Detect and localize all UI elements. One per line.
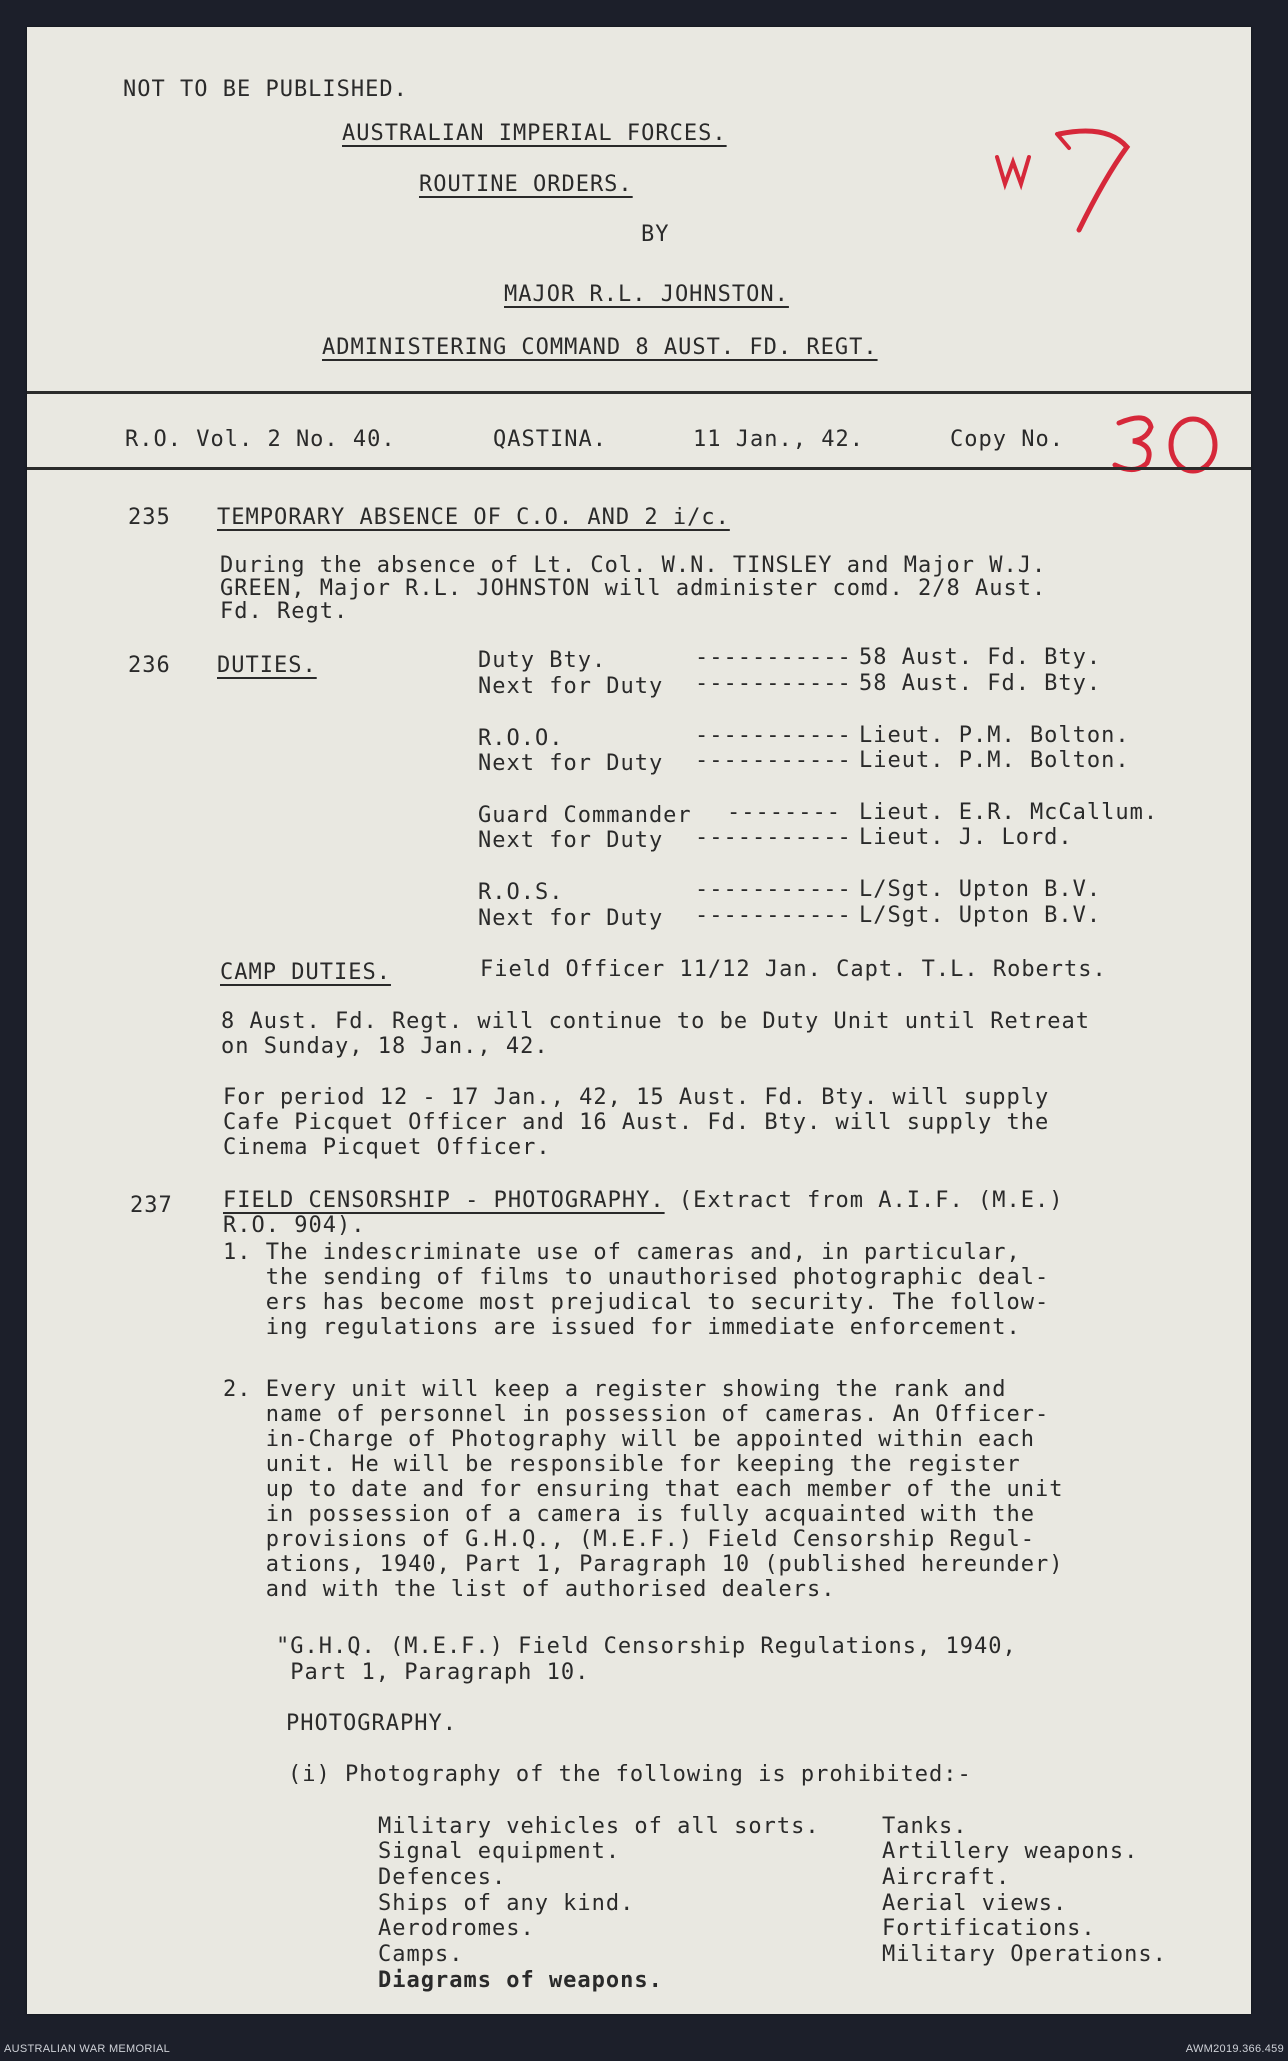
duty-dash: -------- (727, 800, 841, 825)
quote-line: Part 1, Paragraph 10. (276, 1660, 590, 1685)
paragraph-line: Fd. Regt. (220, 599, 349, 624)
numbered-line: ing regulations are issued for immediate enforcement. (223, 1315, 1021, 1340)
duty-role: Next for Duty (478, 674, 664, 699)
numbered-line: ations, 1940, Part 1, Paragraph 10 (published hereunder) (223, 1552, 1064, 1577)
duty-assigned: L/Sgt. Upton B.V. (859, 877, 1102, 902)
header-divider (27, 391, 1251, 394)
section-heading: DUTIES. (217, 653, 317, 678)
duty-assigned: 58 Aust. Fd. Bty. (859, 645, 1102, 670)
document-page (27, 27, 1251, 2014)
duty-role: Next for Duty (478, 828, 664, 853)
photography-heading: PHOTOGRAPHY. (286, 1711, 457, 1736)
by-line: BY (641, 222, 670, 247)
not-published-note: NOT TO BE PUBLISHED. (123, 77, 408, 102)
duty-role: Duty Bty. (478, 648, 607, 673)
location: QASTINA. (493, 427, 607, 452)
duty-dash: ----------- (695, 671, 852, 696)
duty-role: R.O.O. (478, 726, 564, 751)
duty-dash: ----------- (695, 903, 852, 928)
section-number: 237 (130, 1193, 173, 1218)
duty-dash: ----------- (695, 825, 852, 850)
numbered-line: up to date and for ensuring that each member of the unit (223, 1477, 1064, 1502)
prohibited-item: Ships of any kind. (378, 1891, 635, 1916)
numbered-line: and with the list of authorised dealers. (223, 1577, 836, 1602)
duty-assigned: Lieut. J. Lord. (859, 825, 1073, 850)
ro-number: R.O. Vol. 2 No. 40. (125, 427, 396, 452)
numbered-line: name of personnel in possession of cameras. An Officer- (223, 1402, 1050, 1427)
numbered-line: in-Charge of Photography will be appointed within each (223, 1427, 1035, 1452)
camp-duties-heading: CAMP DUTIES. (220, 960, 391, 985)
numbered-line: ers has become most prejudical to security. The follow- (223, 1290, 1050, 1315)
prohibited-item: Defences. (378, 1865, 507, 1890)
footer-id: AWM2019.366.459 (1185, 2043, 1284, 2055)
numbered-line: provisions of G.H.Q., (M.E.F.) Field Censorship Regul- (223, 1527, 1035, 1552)
numbered-line: 1. The indescriminate use of cameras and, in particular, (223, 1240, 1021, 1265)
prohibited-item: Signal equipment. (378, 1839, 621, 1864)
section-heading: TEMPORARY ABSENCE OF C.O. AND 2 i/c. (217, 505, 730, 530)
prohibited-item: Military vehicles of all sorts. (378, 1814, 820, 1839)
prohibited-item: Tanks. (882, 1814, 968, 1839)
duty-assigned: 58 Aust. Fd. Bty. (859, 671, 1102, 696)
issue-date: 11 Jan., 42. (693, 427, 864, 452)
prohibited-item: Diagrams of weapons. (378, 1968, 663, 1993)
duty-role: R.O.S. (478, 880, 564, 905)
section-number: 236 (128, 653, 171, 678)
duty-assigned: Lieut. P.M. Bolton. (859, 748, 1130, 773)
paragraph-line: 8 Aust. Fd. Regt. will continue to be Duty Unit until Retreat (221, 1009, 1090, 1034)
duty-role: Next for Duty (478, 906, 664, 931)
paragraph-line: Cinema Picquet Officer. (223, 1135, 551, 1160)
duty-dash: ----------- (695, 645, 852, 670)
section-number: 235 (128, 505, 171, 530)
section-heading-line (223, 1188, 1063, 1214)
prohibited-item: Military Operations. (882, 1942, 1167, 1967)
officer-name: MAJOR R.L. JOHNSTON. (504, 282, 789, 307)
document-subtitle: ROUTINE ORDERS. (419, 172, 633, 197)
section-heading-tail: (Extract from A.I.F. (M.E.) (664, 1188, 1064, 1213)
camp-duties-line: Field Officer 11/12 Jan. Capt. T.L. Roberts. (480, 957, 1107, 982)
prohibited-item: Aircraft. (882, 1865, 1011, 1890)
prohibited-item: Fortifications. (882, 1916, 1096, 1941)
duty-dash: ----------- (695, 748, 852, 773)
document-title: AUSTRALIAN IMPERIAL FORCES. (342, 121, 727, 146)
paragraph-line: During the absence of Lt. Col. W.N. TINSLEY and Major W.J. (220, 553, 1047, 578)
paragraph-line: on Sunday, 18 Jan., 42. (221, 1034, 549, 1059)
numbered-line: unit. He will be responsible for keeping the register (223, 1452, 1021, 1477)
numbered-line: the sending of films to unauthorised photographic deal- (223, 1265, 1050, 1290)
duty-assigned: Lieut. E.R. McCallum. (859, 800, 1159, 825)
prohibited-item: Aerodromes. (378, 1916, 535, 1941)
handwritten-annotation-mark (987, 122, 1167, 242)
section-heading-line2: R.O. 904). (223, 1213, 366, 1238)
duty-role: Next for Duty (478, 751, 664, 776)
prohibited-item: Camps. (378, 1942, 464, 1967)
numbered-line: 2. Every unit will keep a register showing the rank and (223, 1377, 1007, 1402)
numbered-line: in possession of a camera is fully acquainted with the (223, 1502, 1035, 1527)
paragraph-line: GREEN, Major R.L. JOHNSTON will administer comd. 2/8 Aust. (220, 576, 1047, 601)
copy-label: Copy No. (950, 427, 1064, 452)
prohibited-item: Artillery weapons. (882, 1839, 1139, 1864)
prohibited-intro: (i) Photography of the following is prohibited:- (288, 1762, 972, 1787)
quote-line: "G.H.Q. (M.E.F.) Field Censorship Regulations, 1940, (276, 1634, 1017, 1659)
section-heading: FIELD CENSORSHIP - PHOTOGRAPHY. (223, 1188, 665, 1213)
duty-assigned: Lieut. P.M. Bolton. (859, 723, 1130, 748)
footer-source: AUSTRALIAN WAR MEMORIAL (4, 2043, 171, 2055)
duty-assigned: L/Sgt. Upton B.V. (859, 903, 1102, 928)
duty-role: Guard Commander (478, 803, 692, 828)
paragraph-line: Cafe Picquet Officer and 16 Aust. Fd. Bty. will supply the (223, 1110, 1050, 1135)
info-divider (27, 467, 1251, 470)
duty-dash: ----------- (695, 723, 852, 748)
duty-dash: ----------- (695, 877, 852, 902)
command-line: ADMINISTERING COMMAND 8 AUST. FD. REGT. (322, 335, 878, 360)
paragraph-line: For period 12 - 17 Jan., 42, 15 Aust. Fd. Bty. will supply (223, 1085, 1050, 1110)
prohibited-item: Aerial views. (882, 1891, 1068, 1916)
